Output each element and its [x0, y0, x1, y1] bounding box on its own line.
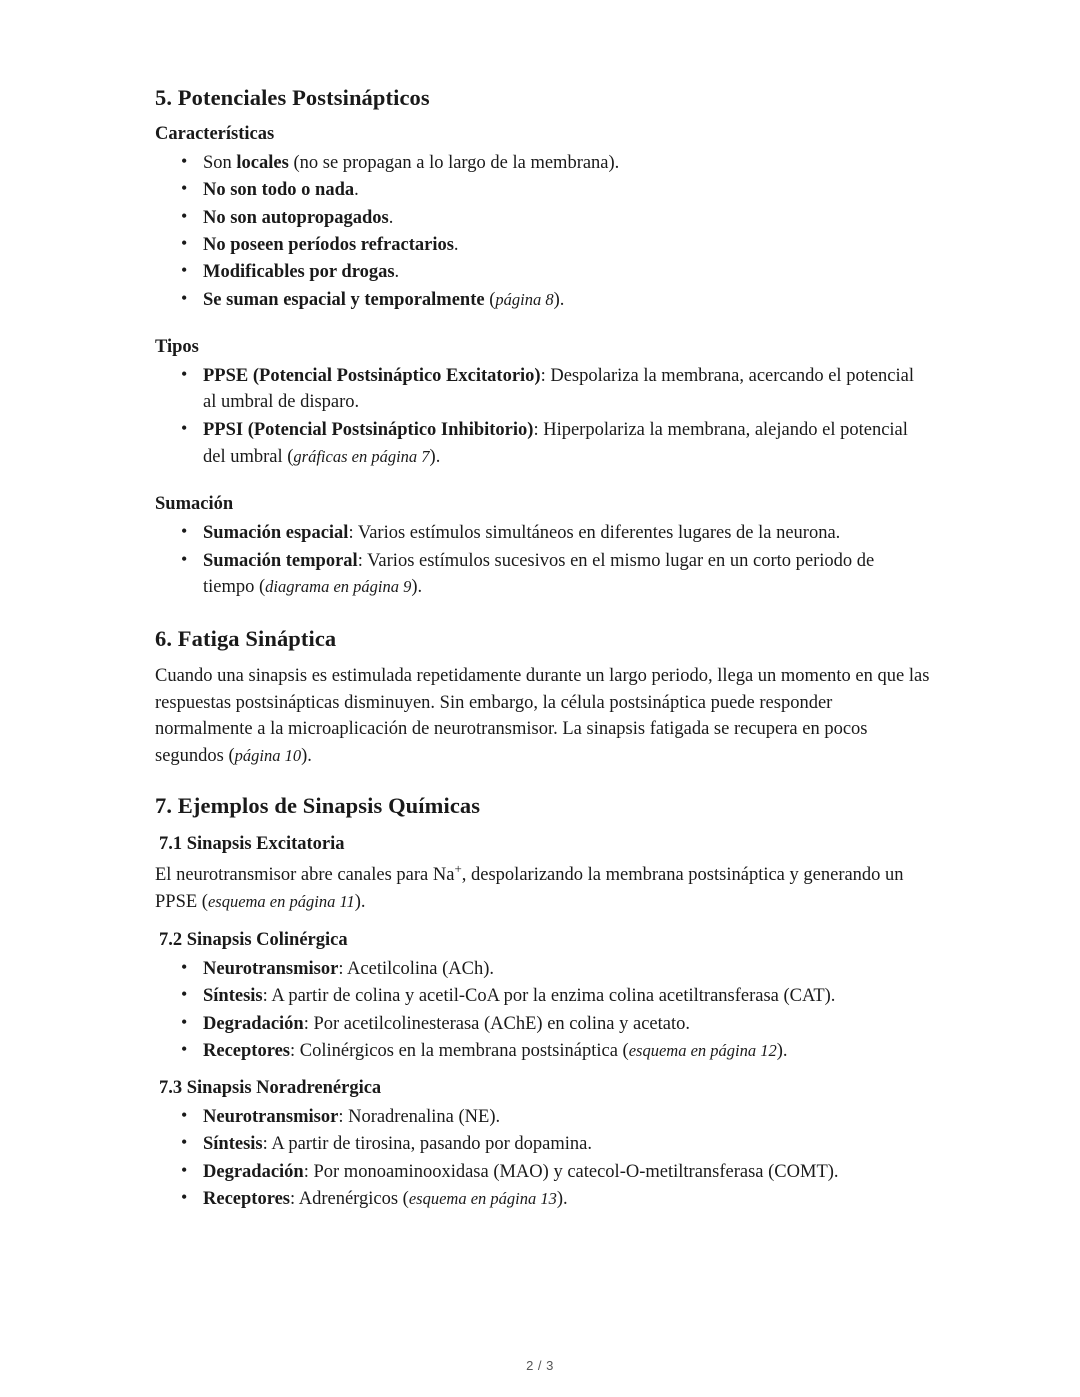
heading-tipos: Tipos — [155, 336, 199, 357]
item-italic: página 8 — [495, 289, 554, 309]
item-bold: Se suman espacial y temporalmente — [203, 289, 485, 310]
item-bold: Sumación espacial — [203, 522, 349, 543]
item-rest: : A partir de tirosina, pasando por dopamina. — [262, 1134, 592, 1155]
list-item — [201, 1104, 930, 1130]
list-item — [201, 1038, 930, 1064]
list-caracteristicas — [155, 150, 930, 313]
list-item — [201, 259, 930, 285]
item-bold: Neurotransmisor — [203, 959, 339, 980]
item-rest: : Adrenérgicos ( — [289, 1189, 409, 1209]
list-item — [201, 363, 930, 416]
list-item — [201, 417, 930, 470]
item-bold: No poseen períodos refractarios — [203, 234, 454, 255]
item-rest: : Varios estímulos sucesivos en el mismo lugar en un corto periodo de tiempo ( — [203, 551, 875, 598]
paragraph-lead: El neurotransmisor abre canales para Na — [155, 865, 455, 886]
item-bold: Modificables por drogas — [203, 262, 395, 283]
spacer — [155, 603, 930, 625]
item-bold: locales — [236, 153, 289, 174]
list-sumacion — [155, 520, 930, 601]
item-rest: ( — [484, 289, 496, 310]
item-bold: Síntesis — [203, 986, 263, 1007]
item-tail: ). — [553, 289, 565, 310]
paragraph-superscript: + — [454, 861, 462, 877]
page-footer: 2 / 3 — [526, 1358, 554, 1373]
heading-ejemplos-sinapsis: 7. Ejemplos de Sinapsis Químicas — [155, 793, 481, 819]
list-colinergica — [155, 956, 930, 1064]
item-italic: diagrama en página 9 — [265, 577, 412, 597]
item-bold: No son todo o nada — [203, 180, 355, 201]
item-rest: : Colinérgicos en la membrana postsináptica ( — [289, 1040, 629, 1061]
list-item — [201, 520, 930, 546]
item-italic: esquema en página 13 — [408, 1189, 557, 1208]
list-item — [201, 1131, 930, 1157]
spacer — [155, 770, 930, 792]
item-rest: : Por acetilcolinesterasa (AChE) en colina y acetato. — [303, 1013, 691, 1034]
list-item — [201, 983, 930, 1009]
paragraph-italic: página 10 — [234, 746, 302, 766]
heading-7-1: 7.1 Sinapsis Excitatoria — [159, 834, 345, 855]
item-tail: ). — [429, 446, 441, 467]
item-bold: No son autopropagados — [203, 207, 389, 228]
item-bold: Sumación temporal — [203, 551, 358, 572]
item-rest: (no se propagan a lo largo de la membrana). — [288, 153, 620, 174]
paragraph-italic: esquema en página 11 — [207, 892, 355, 912]
heading-7-3: 7.3 Sinapsis Noradrenérgica — [159, 1078, 382, 1099]
heading-7-2: 7.2 Sinapsis Colinérgica — [159, 930, 348, 951]
paragraph-sinapsis-excitatoria — [155, 860, 930, 916]
item-rest: . — [394, 262, 400, 283]
paragraph-tail: ). — [354, 892, 366, 913]
paragraph-lead: Cuando una sinapsis es estimulada repetidamente durante un largo periodo, llega un momento en que las respuestas postsinápticas disminuyen. Sin embargo, la célula postsináptica puede responder normalmente a la microaplicación de neurotransmisor. La sinapsis fatigada se recupera en pocos segundos ( — [155, 665, 930, 767]
item-bold: Neurotransmisor — [203, 1107, 339, 1128]
heading-fatiga-sinaptica: 6. Fatiga Sináptica — [155, 625, 337, 651]
item-rest: : Despolariza la membrana, acercando el potencial al umbral de disparo. — [203, 365, 914, 413]
item-rest: : Varios estímulos simultáneos en diferentes lugares de la neurona. — [348, 522, 841, 543]
item-rest: : Hiperpolariza la membrana, alejando el potencial del umbral ( — [203, 420, 908, 467]
paragraph-fatiga — [155, 663, 930, 770]
item-rest: . — [354, 180, 359, 201]
heading-sumacion: Sumación — [155, 493, 234, 514]
item-italic: gráficas en página 7 — [293, 446, 430, 466]
list-item — [201, 177, 930, 203]
item-tail: ). — [776, 1040, 788, 1061]
list-item — [201, 548, 930, 601]
list-item — [201, 1011, 930, 1037]
heading-caracteristicas: Características — [155, 124, 275, 145]
page-title: 5. Potenciales Postsinápticos — [155, 85, 430, 110]
list-item — [201, 287, 930, 313]
item-bold: Receptores — [203, 1189, 290, 1209]
item-lead: Son — [203, 153, 237, 174]
item-rest: . — [388, 207, 394, 228]
list-item — [201, 205, 930, 231]
item-bold: PPSI (Potencial Postsináptico Inhibitorio) — [203, 420, 534, 441]
item-bold: Degradación — [203, 1013, 304, 1034]
paragraph-mid: , despolarizando la membrana postsináptica y generando un PPSE ( — [155, 865, 904, 913]
item-rest: . — [453, 234, 459, 255]
item-rest: : Acetilcolina (ACh). — [338, 959, 494, 980]
item-rest: : Noradrenalina (NE). — [338, 1107, 501, 1128]
list-item — [201, 232, 930, 258]
list-item — [201, 150, 930, 176]
item-tail: ). — [411, 577, 423, 598]
item-rest: : A partir de colina y acetil-CoA por la enzima colina acetiltransferasa (CAT). — [262, 986, 836, 1007]
list-item — [201, 956, 930, 982]
list-noradrenergica — [155, 1104, 930, 1212]
list-item — [201, 1159, 930, 1185]
item-italic: esquema en página 12 — [628, 1040, 777, 1060]
item-bold: Degradación — [203, 1161, 304, 1182]
list-tipos — [155, 363, 930, 470]
item-bold: PPSE (Potencial Postsináptico Excitatorio) — [203, 365, 541, 386]
item-rest: : Por monoaminooxidasa (MAO) y catecol-O-metiltransferasa (COMT). — [303, 1161, 839, 1182]
item-bold: Síntesis — [203, 1134, 263, 1155]
item-tail: ). — [556, 1189, 568, 1209]
paragraph-tail: ). — [301, 746, 312, 767]
item-bold: Receptores — [203, 1040, 290, 1061]
list-item — [201, 1186, 930, 1212]
